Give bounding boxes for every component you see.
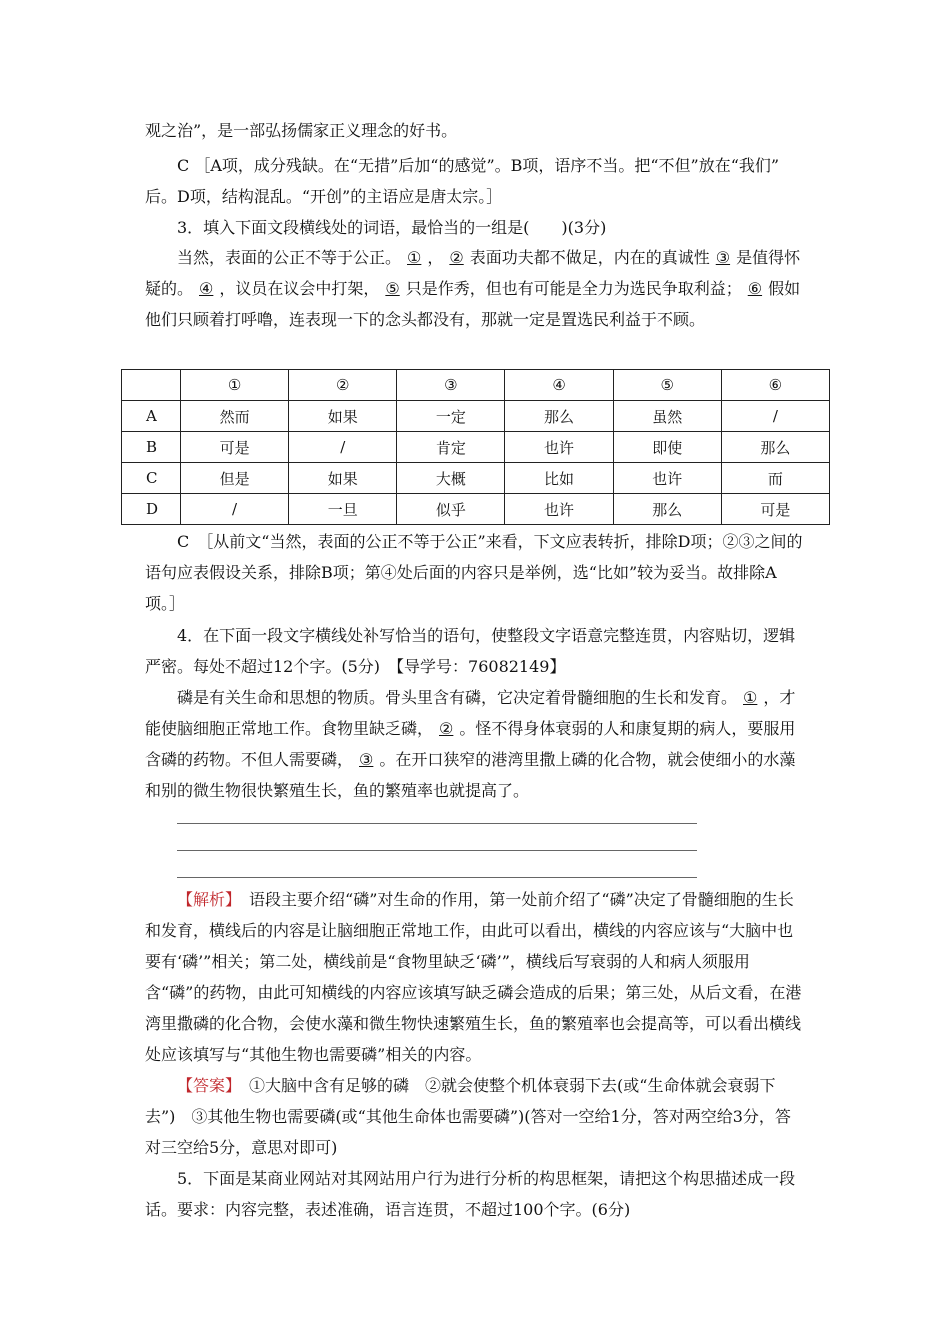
- q4-blank-1: ①: [743, 688, 758, 707]
- table-cell: /: [181, 494, 289, 525]
- answer-label: 【答案】: [177, 1076, 234, 1095]
- table-cell: 即使: [613, 432, 721, 463]
- table-cell: 但是: [181, 463, 289, 494]
- q3-title: 3．填入下面文段横线处的词语，最恰当的一组是( )(3分): [177, 218, 607, 237]
- q3-answer-text: ［从前文“当然，表面的公正不等于公正”来看，下文应表转折，排除D项；②③之间的语句应表假设关系，排除B项；第④处后面的内容只是举例，选“比如”较为妥当。故排除A项。］: [145, 532, 803, 613]
- table-cell: ④: [505, 370, 613, 401]
- q3-text-e: ，议员在议会中打架，: [219, 279, 380, 298]
- answer-line-3: [177, 877, 697, 878]
- table-cell: 可是: [181, 432, 289, 463]
- table-cell: 也许: [613, 463, 721, 494]
- q4-blank-3: ③: [359, 750, 374, 769]
- q2-answer: [145, 150, 805, 212]
- table-cell: B: [122, 432, 181, 463]
- table-cell: 如果: [289, 401, 397, 432]
- q4-blank-2: ②: [439, 719, 454, 738]
- table-cell: 如果: [289, 463, 397, 494]
- analysis-text: 语段主要介绍“磷”对生命的作用，第一处前介绍了“磷”决定了骨髓细胞的生长和发育，横线后的内容是让脑细胞正常地工作，由此可以看出，横线的内容应该与“大脑中也要有‘磷’”相关；第二处，横线前是“食物里缺乏‘磷’”，横线后写衰弱的人和病人须服用含“磷”的药物，由此可知横线的内容应该填写缺乏磷会造成的后果；第三处，从后文看，在港湾里撒磷的化合物，会使水藻和微生物快速繁殖生长，鱼的繁殖率也会提高等，可以看出横线处应该填写与“其他生物也需要磷”相关的内容。: [145, 890, 802, 1064]
- table-cell: [122, 370, 181, 401]
- q2-answer-line2: 后。D项，结构混乱。“开创”的主语应是唐太宗。］: [145, 187, 503, 206]
- q3-text-c: 表面功夫都不做足，内在的真诚性: [469, 248, 710, 267]
- table-row: [122, 463, 830, 494]
- table-cell: ③: [397, 370, 505, 401]
- q3-blank-6: ⑥: [747, 279, 763, 298]
- q5-title: 5．下面是某商业网站对其网站用户行为进行分析的构思框架，请把这个构思描述成一段话。要求：内容完整，表述准确，语言连贯，不超过100个字。(6分): [145, 1169, 796, 1219]
- q3-blank-1: ①: [407, 248, 422, 267]
- table-header-row: [122, 370, 830, 401]
- table-cell: 似乎: [397, 494, 505, 525]
- q4-text-3: 。怪不得身体衰弱的人和康复期的病人，要服用含磷的药物。不但人需要磷，: [145, 719, 796, 769]
- table-cell: 也许: [505, 432, 613, 463]
- table-cell: D: [122, 494, 181, 525]
- table-cell: ⑥: [721, 370, 829, 401]
- table-cell: 可是: [721, 494, 829, 525]
- table-row: [122, 432, 830, 463]
- table-cell: A: [122, 401, 181, 432]
- q4-answer: [145, 1070, 805, 1163]
- table-row: [122, 401, 830, 432]
- table-cell: 那么: [721, 432, 829, 463]
- analysis-label: 【解析】: [177, 890, 234, 909]
- table-cell: ⑤: [613, 370, 721, 401]
- q3-text-b: ，: [427, 248, 444, 267]
- q3-answer: [145, 526, 805, 619]
- table-cell: 也许: [505, 494, 613, 525]
- q4-passage: [145, 682, 805, 806]
- table-cell: 而: [721, 463, 829, 494]
- q3-passage: [145, 242, 805, 335]
- q3-blank-4: ④: [199, 279, 214, 298]
- table-row: [122, 494, 830, 525]
- q3-answer-letter: C: [177, 532, 190, 551]
- q3-blank-3: ③: [715, 248, 731, 267]
- answer-line-2: [177, 850, 697, 851]
- q4-title: 4．在下面一段文字横线处补写恰当的语句，使整段文字语意完整连贯，内容贴切，逻辑严密。每处不超过12个字。(5分) 【导学号：76082149】: [145, 626, 796, 676]
- table-cell: 然而: [181, 401, 289, 432]
- table-cell: 虽然: [613, 401, 721, 432]
- q3-text-a: 当然，表面的公正不等于公正。: [177, 248, 402, 267]
- q3-text-g: 假如他们只顾着打呼噜，连表现一下的念头都没有，那就一定是置选民利益于不顾。: [145, 279, 801, 329]
- options-table: [121, 369, 830, 525]
- q3-blank-2: ②: [449, 248, 464, 267]
- q2-answer-line1: ［A项，成分残缺。在“无措”后加“的感觉”。B项，语序不当。把“不但”放在“我们”: [194, 156, 780, 175]
- q2-answer-letter: C: [177, 156, 190, 175]
- answer-text: ①大脑中含有足够的磷 ②就会使整个机体衰弱下去(或“生命体就会衰弱下去”) ③其他生物也需要磷(或“其他生命体也需要磷”)(答对一空给1分，答对两空给3分，答对三空给5分，意思对即可): [145, 1076, 791, 1157]
- table-cell: /: [289, 432, 397, 463]
- table-cell: C: [122, 463, 181, 494]
- table-cell: 大概: [397, 463, 505, 494]
- table-cell: 一定: [397, 401, 505, 432]
- answer-line-1: [177, 823, 697, 824]
- table-cell: 一旦: [289, 494, 397, 525]
- table-cell: ①: [181, 370, 289, 401]
- q4-analysis: [145, 884, 805, 1070]
- q3-text-d: 是值得怀疑的。: [145, 248, 801, 298]
- table-cell: 那么: [613, 494, 721, 525]
- table-cell: ②: [289, 370, 397, 401]
- q3-blank-5: ⑤: [385, 279, 400, 298]
- q4-text-4: 。在开口狭窄的港湾里撒上磷的化合物，就会使细小的水藻和别的微生物很快繁殖生长，鱼的繁殖率也就提高了。: [145, 750, 796, 800]
- q3-text-f: 只是作秀，但也有可能是全力为选民争取利益；: [405, 279, 742, 298]
- q4-text-2: ，才能使脑细胞正常地工作。食物里缺乏磷，: [145, 688, 796, 738]
- table-cell: 比如: [505, 463, 613, 494]
- q4-text-1: 磷是有关生命和思想的物质。骨头里含有磷，它决定着骨髓细胞的生长和发育。: [177, 688, 738, 707]
- table-cell: 肯定: [397, 432, 505, 463]
- table-cell: 那么: [505, 401, 613, 432]
- table-cell: /: [721, 401, 829, 432]
- intro-tail: 观之治”，是一部弘扬儒家正义理念的好书。: [145, 121, 458, 140]
